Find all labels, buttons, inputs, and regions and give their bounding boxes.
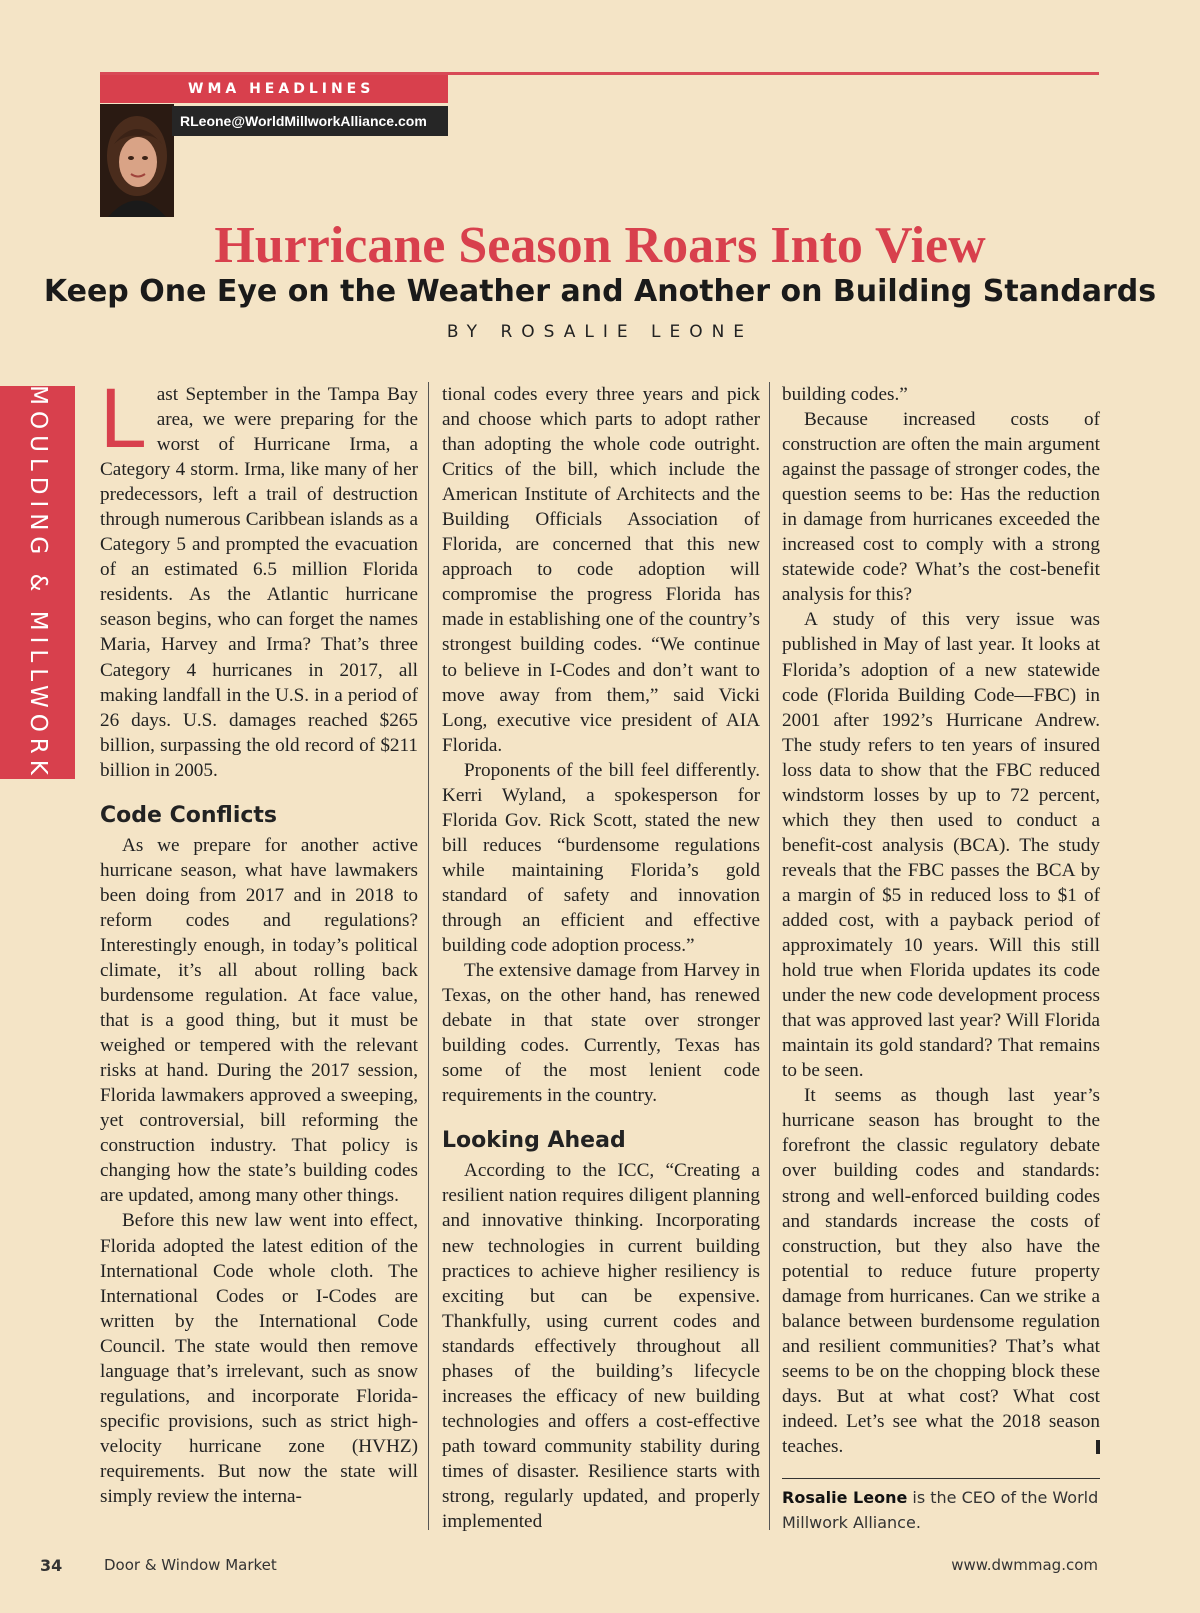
paragraph: According to the ICC, “Creating a resilient nation requires diligent planning and innovative thinking. Incorporating new technologies in current building practices to achieve higher resiliency is exciting but can be expensive. Thankfully, using current codes and standards effectively throughout all phases of the building’s lifecycle increases the efficacy of new building technologies and offers a cost-effective path toward community stability during times of disaster. Resilience starts with strong, regularly updated, and properly implemented: [442, 1160, 760, 1533]
paragraph: A study of this very issue was published in May of last year. It looks at Florida’s adoption of a new statewide code (Florida Building Code—FBC) in 2001 after 1992’s Hurricane Andrew. The study refers to ten years of insured loss data to show that the FBC reduced windstorm losses by up to 72 percent, which they then used to conduct a benefit-cost analysis (BCA). The study reveals that the FBC passes the BCA by a margin of $5 in reduced loss to $1 of added cost, with a payback period of approximately 10 years. Will this still hold true when Florida updates its code under the new code development process that was approved last year? Will Florida maintain its gold standard? That remains to be seen.: [782, 609, 1100, 1082]
paragraph: The extensive damage from Harvey in Texas, on the other hand, has renewed debate in that state over stronger building codes. Currently, Texas has some of the most lenient code requirements in the country.: [442, 960, 760, 1107]
paragraph: Before this new law went into effect, Florida adopted the latest edition of the International Code whole cloth. The International Codes or I-Codes are written by the International Code Council. The state would then remove language that’s irrelevant, such as snow regulations, and incorporate Florida-specific provisions, such as strict high-velocity hurricane zone (HVHZ) requirements. But now the state will simply review the interna-: [100, 1210, 418, 1507]
author-bio: [782, 1478, 1100, 1535]
paragraph: Proponents of the bill feel differently. Kerri Wyland, a spokesperson for Florida Gov. Rick Scott, stated the new bill reduces “burdensome regulations while maintaining Florida’s gold standard of safety and innovation through an efficient and effective building code adoption process.”: [442, 759, 760, 957]
side-tab: [0, 386, 75, 779]
author-email[interactable]: RLeone@WorldMillworkAlliance.com: [172, 106, 448, 136]
column-1: [100, 371, 418, 1509]
article-subtitle: Keep One Eye on the Weather and Another on Building Standards: [43, 274, 1157, 309]
section-heading: Code Conflicts: [100, 802, 278, 828]
column-divider: [428, 382, 429, 1530]
column-3: [782, 382, 1100, 1459]
end-mark-icon: [1096, 1440, 1100, 1454]
bio-name: Rosalie Leone: [782, 1488, 908, 1507]
website-link[interactable]: www.dwmmag.com: [951, 1556, 1098, 1574]
paragraph: Last September in the Tampa Bay area, we were preparing for the worst of Hurricane Irma, a Category 4 storm. Irma, like many of her predecessors, left a trail of destruction through numerous Caribbean islands as a Category 5 and prompted the evacuation of an estimated 6.5 million Florida residents. As the Atlantic hurricane season begins, who can forget the names Maria, Harvey and Irma? That’s three Category 4 hurricanes in 2017, all making landfall in the U.S. in a period of 26 days. U.S. damages reached $265 billion, surpassing the old record of $211 billion in 2005.: [100, 371, 418, 781]
paragraph: As we prepare for another active hurricane season, what have lawmakers been doing from 2017 and in 2018 to reform codes and regulations? Interestingly enough, in today’s political climate, it’s all about rolling back burdensome regulation. At face value, that is a good thing, but it must be weighed or tempered with the relevant risks at hand. During the 2017 session, Florida lawmakers approved a sweeping, yet controversial, bill reforming the construction industry. That policy is changing how the state’s building codes are updated, among many other things.: [100, 834, 418, 1207]
side-tab-label: MOULDING & MILLWORK: [24, 384, 51, 781]
paragraph: building codes.”: [782, 384, 908, 405]
section-heading: Looking Ahead: [442, 1128, 626, 1154]
page-number: 34: [40, 1556, 63, 1575]
paragraph: tional codes every three years and pick and choose which parts to adopt rather than adopting the whole code outright. Critics of the bill, which include the American Institute of Architects and the Building Officials Association of Florida, are concerned that this new approach to code adoption will compromise the progress Florida has made in establishing one of the country’s strongest building codes. “We continue to believe in I-Codes and don’t want to move away from them,” said Vicki Long, executive vice president of AIA Florida.: [442, 384, 760, 756]
column-2: [442, 382, 760, 1534]
byline: BY ROSALIE LEONE: [446, 322, 754, 342]
paragraph: It seems as though last year’s hurricane season has brought to the forefront the classic regulatory debate over building codes and standards: strong and well-enforced building codes and standards increase the costs of construction, but they also have the potential to reduce future property damage from hurricanes. Can we strike a balance between burdensome regulation and resilient communities? That’s what seems to be on the chopping block these days. But at what cost? What cost indeed. Let’s see what the 2018 season teaches.: [782, 1085, 1100, 1457]
author-photo: [100, 104, 174, 217]
section-label: WMA HEADLINES: [100, 75, 448, 103]
publication-name: Door & Window Market: [104, 1556, 277, 1574]
drop-cap: L: [100, 371, 147, 465]
paragraph: Because increased costs of construction are often the main argument against the passage of stronger codes, the question seems to be: Has the reduction in damage from hurricanes exceeded the increased cost to comply with a strong statewide code? What’s the cost-benefit analysis for this?: [782, 409, 1100, 606]
article-title: Hurricane Season Roars Into View: [214, 217, 986, 274]
bio-text: is the CEO of the World Millwork Alliance.: [782, 1488, 1099, 1532]
column-divider: [769, 382, 770, 1530]
